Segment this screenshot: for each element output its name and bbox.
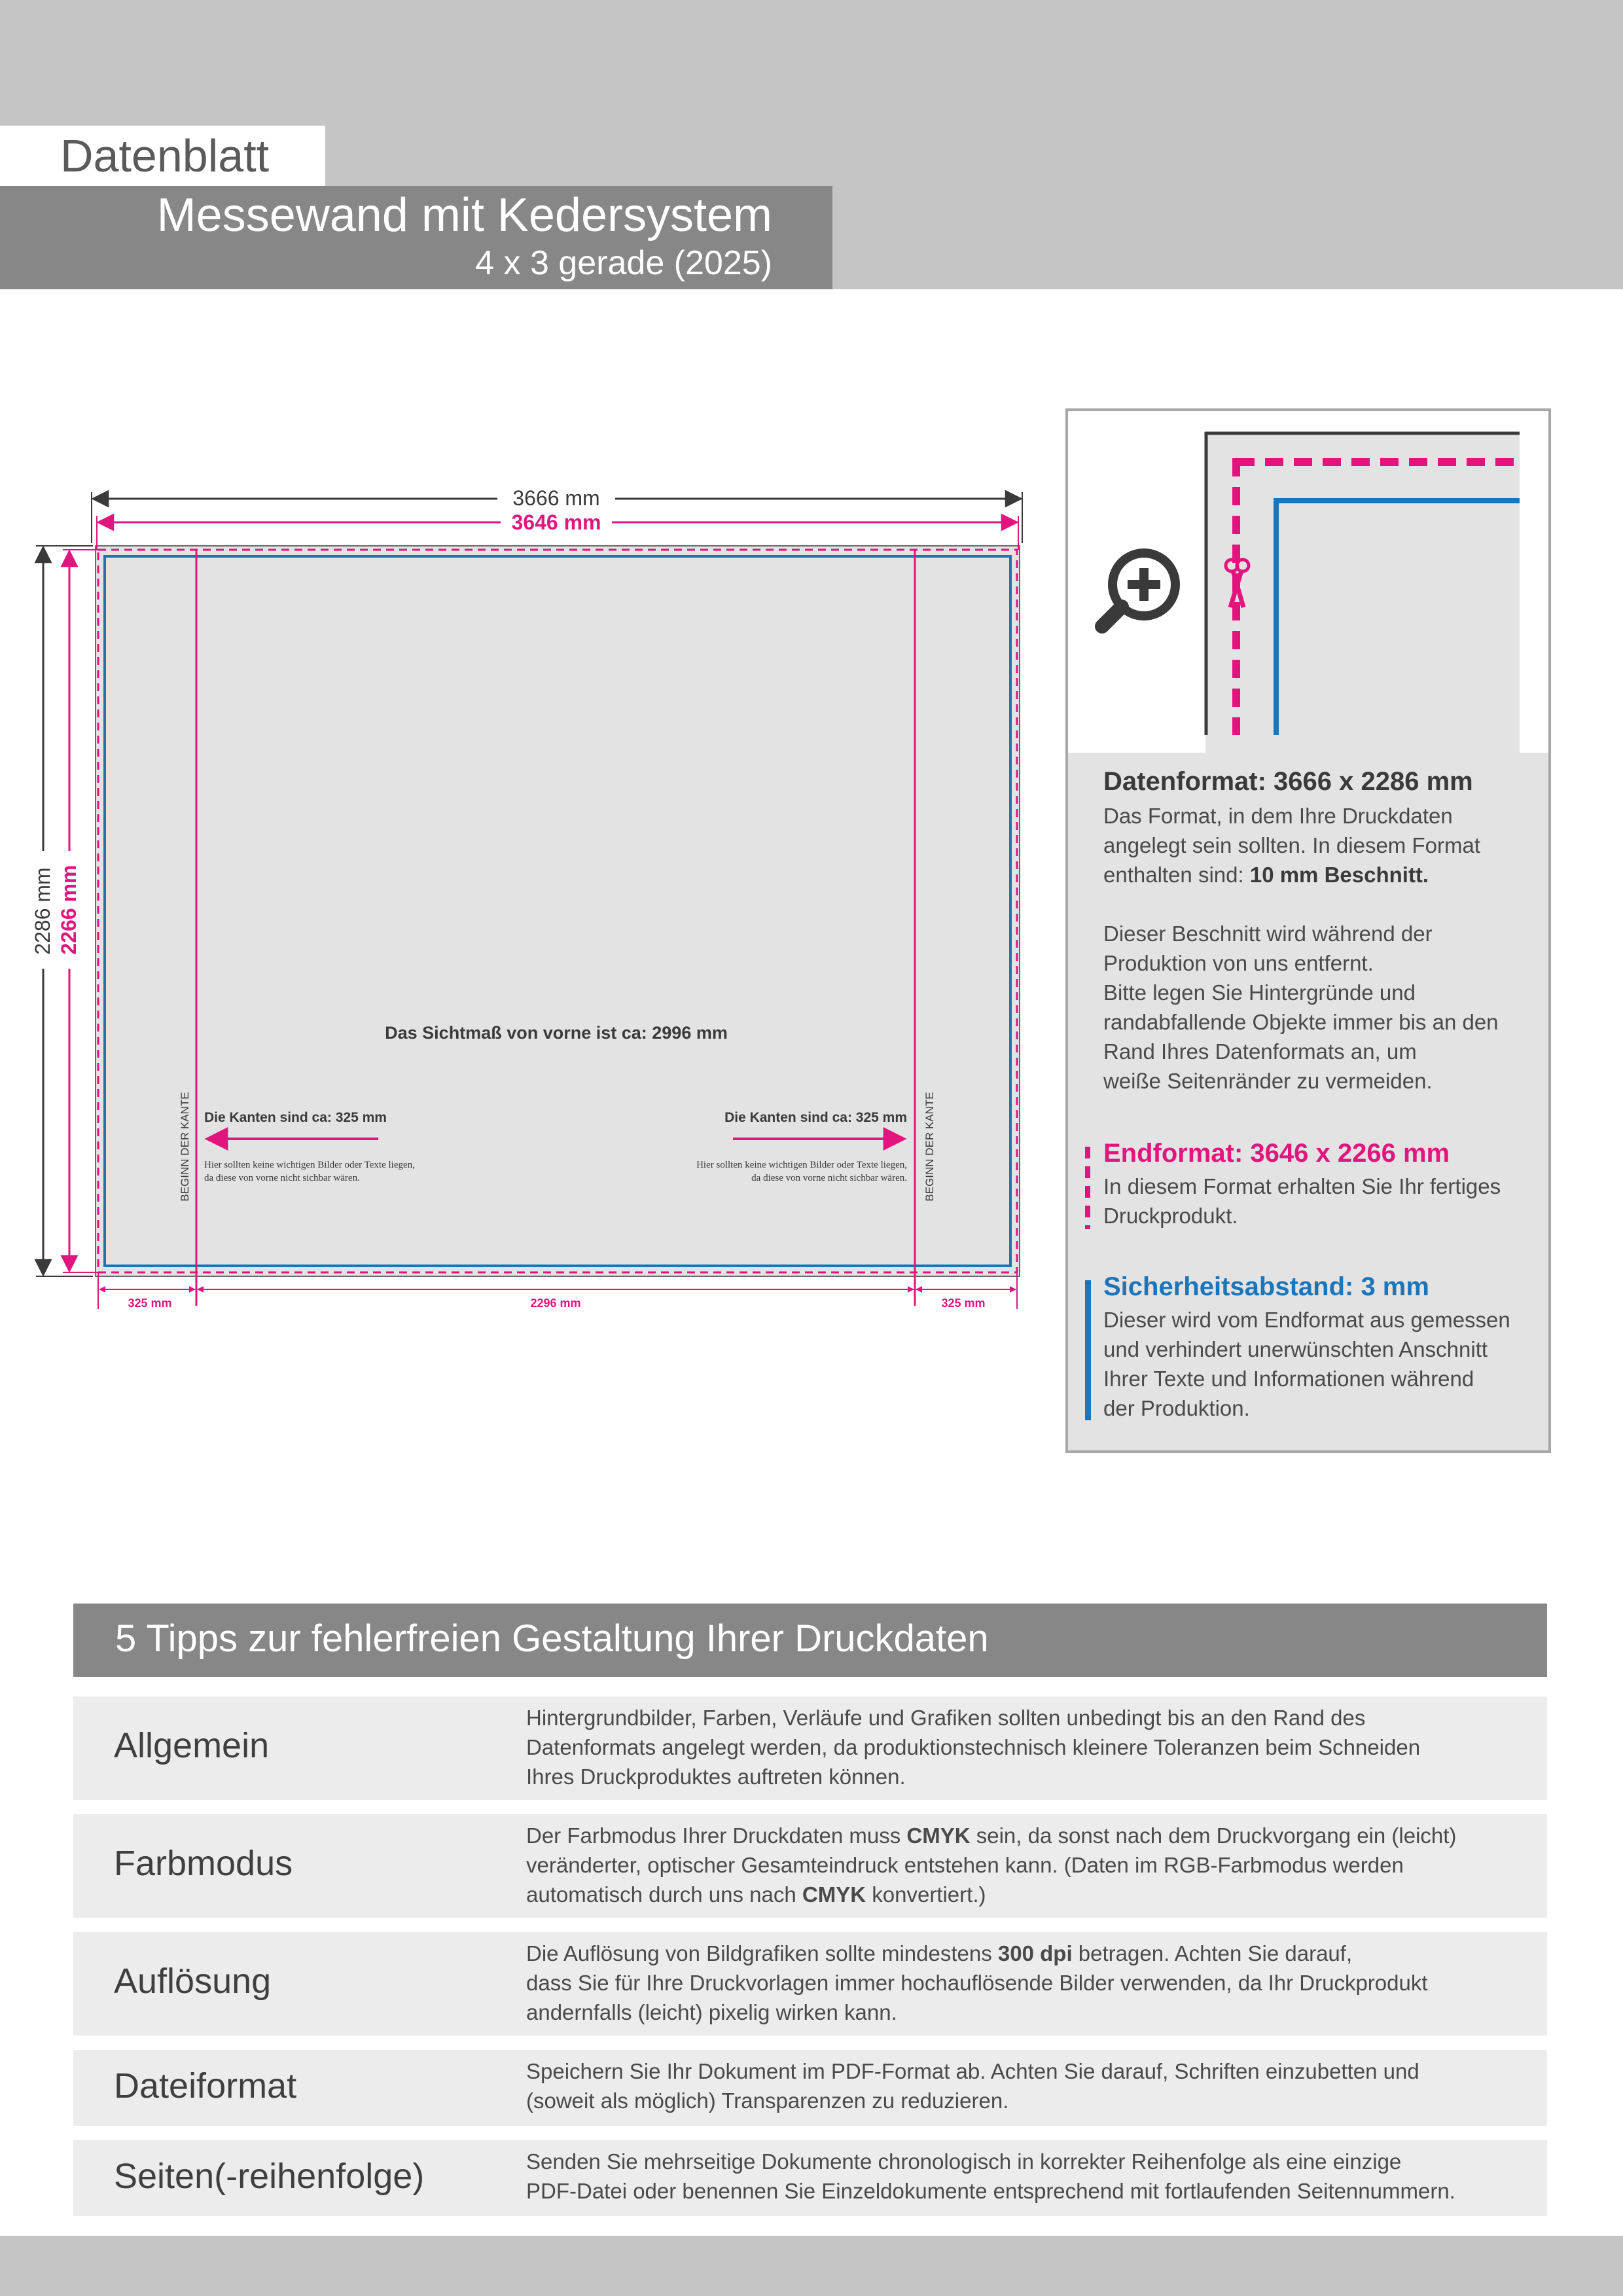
inner-width-label: 3646 mm	[511, 511, 601, 534]
safety-marker	[1085, 1280, 1091, 1420]
tip-line: andernfalls (leicht) pixelig wirken kann.	[526, 2000, 897, 2024]
tip-row-aufloesung	[73, 1932, 1547, 2036]
endformat-line: Druckprodukt.	[1103, 1204, 1238, 1228]
edge-note-hint-right-1: Hier sollten keine wichtigen Bilder oder Texte liegen,	[696, 1160, 907, 1170]
datenformat-line-text: enthalten sind:	[1103, 863, 1250, 887]
tip-label: Allgemein	[114, 1726, 270, 1765]
endformat-marker	[1085, 1147, 1090, 1229]
datenformat-line	[1103, 860, 1535, 889]
tip-line	[526, 1821, 1534, 1850]
tip-row-farbmodus	[73, 1814, 1547, 1918]
bleed-line: Rand Ihres Datenformats an, um	[1103, 1039, 1417, 1064]
bleed-line: Dieser Beschnitt wird während der	[1103, 922, 1433, 946]
endformat-title: Endformat: 3646 x 2266 mm	[1103, 1139, 1450, 1168]
safety-line: Ihrer Texte und Informationen während	[1103, 1367, 1474, 1391]
tip-line-bold: CMYK	[906, 1823, 971, 1848]
safety-line: und verhindert unerwünschten Anschnitt	[1103, 1337, 1488, 1361]
bleed-line: Produktion von uns entfernt.	[1103, 951, 1374, 975]
outer-height-label: 2286 mm	[31, 867, 54, 955]
tip-line-text: betragen. Achten Sie darauf,	[1072, 1941, 1353, 1965]
tip-row-seitenreihenfolge	[73, 2140, 1547, 2216]
visible-width-note: Das Sichtmaß von vorne ist ca: 2996 mm	[385, 1023, 728, 1043]
safety-line: Dieser wird vom Endformat aus gemessen	[1103, 1308, 1510, 1332]
tip-text	[526, 2147, 1534, 2206]
page-title: Messewand mit Kedersystem	[156, 189, 772, 242]
tip-line-text: automatisch durch uns nach	[526, 1882, 802, 1907]
bleed-line: Bitte legen Sie Hintergründe und	[1103, 980, 1416, 1005]
datenformat-description	[1103, 801, 1535, 889]
safety-title: Sicherheitsabstand: 3 mm	[1103, 1272, 1429, 1301]
dim-left-label: 325 mm	[128, 1297, 172, 1310]
technical-drawing	[0, 458, 1047, 1322]
bleed-line: weiße Seitenränder zu vermeiden.	[1103, 1069, 1433, 1093]
tips-title: 5 Tipps zur fehlerfreien Gestaltung Ihrer Druckdaten	[115, 1617, 989, 1660]
tip-line	[526, 1939, 1534, 1968]
tip-line-text: Die Auflösung von Bildgrafiken sollte mindestens	[526, 1941, 998, 1965]
tip-text	[526, 1703, 1534, 1791]
endformat-description	[1103, 1172, 1535, 1230]
safety-line: der Produktion.	[1103, 1396, 1250, 1420]
dim-right-label: 325 mm	[941, 1297, 986, 1310]
inner-height-label: 2266 mm	[57, 865, 80, 955]
tip-text	[526, 2056, 1534, 2115]
tip-row-allgemein	[73, 1696, 1547, 1800]
tip-label: Auflösung	[114, 1962, 272, 2001]
edge-note-hint-left-2: da diese von vorne nicht sichbar wären.	[204, 1173, 360, 1183]
tip-line-text: sein, da sonst nach dem Druckvorgang ein (leicht)	[970, 1823, 1457, 1848]
tip-line: Senden Sie mehrseitige Dokumente chronologisch in korrekter Reihenfolge als eine einzige	[526, 2149, 1402, 2174]
tip-line	[526, 1880, 1534, 1909]
tip-line: Ihres Druckproduktes auftreten können.	[526, 1765, 906, 1789]
zoom-detail-panel	[1065, 408, 1551, 755]
tip-row-dateiformat	[73, 2050, 1547, 2126]
tip-line: dass Sie für Ihre Druckvorlagen immer hochauflösende Bilder verwenden, da Ihr Druckprodukt	[526, 1971, 1428, 1995]
zoom-detail-graphic	[1068, 411, 1548, 753]
zoom-in-icon	[1102, 553, 1175, 626]
tip-line: Datenformats angelegt werden, da produktionstechnisch kleinere Toleranzen beim Schneiden	[526, 1735, 1421, 1759]
endformat-line: In diesem Format erhalten Sie Ihr fertiges	[1103, 1174, 1501, 1198]
tip-label: Farbmodus	[114, 1844, 293, 1883]
datenblatt-label: Datenblatt	[60, 130, 270, 181]
dim-center-label: 2296 mm	[530, 1297, 581, 1310]
info-panel	[1065, 753, 1551, 1453]
edge-note-hint-left-1: Hier sollten keine wichtigen Bilder oder Texte liegen,	[204, 1160, 415, 1170]
tip-line: Speichern Sie Ihr Dokument im PDF-Format ab. Achten Sie darauf, Schriften einzubetten und	[526, 2059, 1419, 2083]
tip-line-text: Der Farbmodus Ihrer Druckdaten muss	[526, 1823, 907, 1848]
outer-width-label: 3666 mm	[512, 486, 600, 510]
tip-label: Seiten(-reihenfolge)	[114, 2157, 425, 2196]
edge-note-hint-right-2: da diese von vorne nicht sichbar wären.	[751, 1173, 907, 1183]
page-subtitle: 4 x 3 gerade (2025)	[475, 244, 772, 282]
tip-line-bold: CMYK	[802, 1882, 866, 1907]
edge-start-label-right: BEGINN DER KANTE	[923, 1092, 936, 1202]
datenformat-title: Datenformat: 3666 x 2286 mm	[1103, 767, 1473, 796]
bleed-amount: 10 mm Beschnitt.	[1249, 863, 1429, 887]
edge-note-title-right: Die Kanten sind ca: 325 mm	[724, 1110, 907, 1125]
tip-line-text: konvertiert.)	[866, 1882, 986, 1907]
datenformat-line: angelegt sein sollten. In diesem Format	[1103, 833, 1480, 857]
tip-text	[526, 1821, 1534, 1909]
edge-start-label-left: BEGINN DER KANTE	[179, 1092, 191, 1202]
safety-description	[1103, 1305, 1535, 1423]
tip-line: veränderter, optischer Gesamteindruck entstehen kann. (Daten im RGB-Farbmodus werden	[526, 1853, 1404, 1877]
tip-label: Dateiformat	[114, 2066, 297, 2106]
tip-line: PDF-Datei oder benennen Sie Einzeldokumente entsprechend mit fortlaufenden Seitennummern.	[526, 2179, 1455, 2203]
tip-line-bold: 300 dpi	[997, 1941, 1073, 1965]
bleed-line: randabfallende Objekte immer bis an den	[1103, 1010, 1499, 1034]
footer-band	[0, 2236, 1623, 2296]
bleed-description	[1103, 919, 1535, 1096]
tip-text	[526, 1939, 1534, 2027]
tip-line: (soweit als möglich) Transparenzen zu reduzieren.	[526, 2089, 1009, 2113]
tip-line: Hintergrundbilder, Farben, Verläufe und Grafiken sollten unbedingt bis an den Rand des	[526, 1706, 1366, 1730]
edge-note-title-left: Die Kanten sind ca: 325 mm	[204, 1110, 387, 1125]
datenformat-line: Das Format, in dem Ihre Druckdaten	[1103, 804, 1453, 828]
